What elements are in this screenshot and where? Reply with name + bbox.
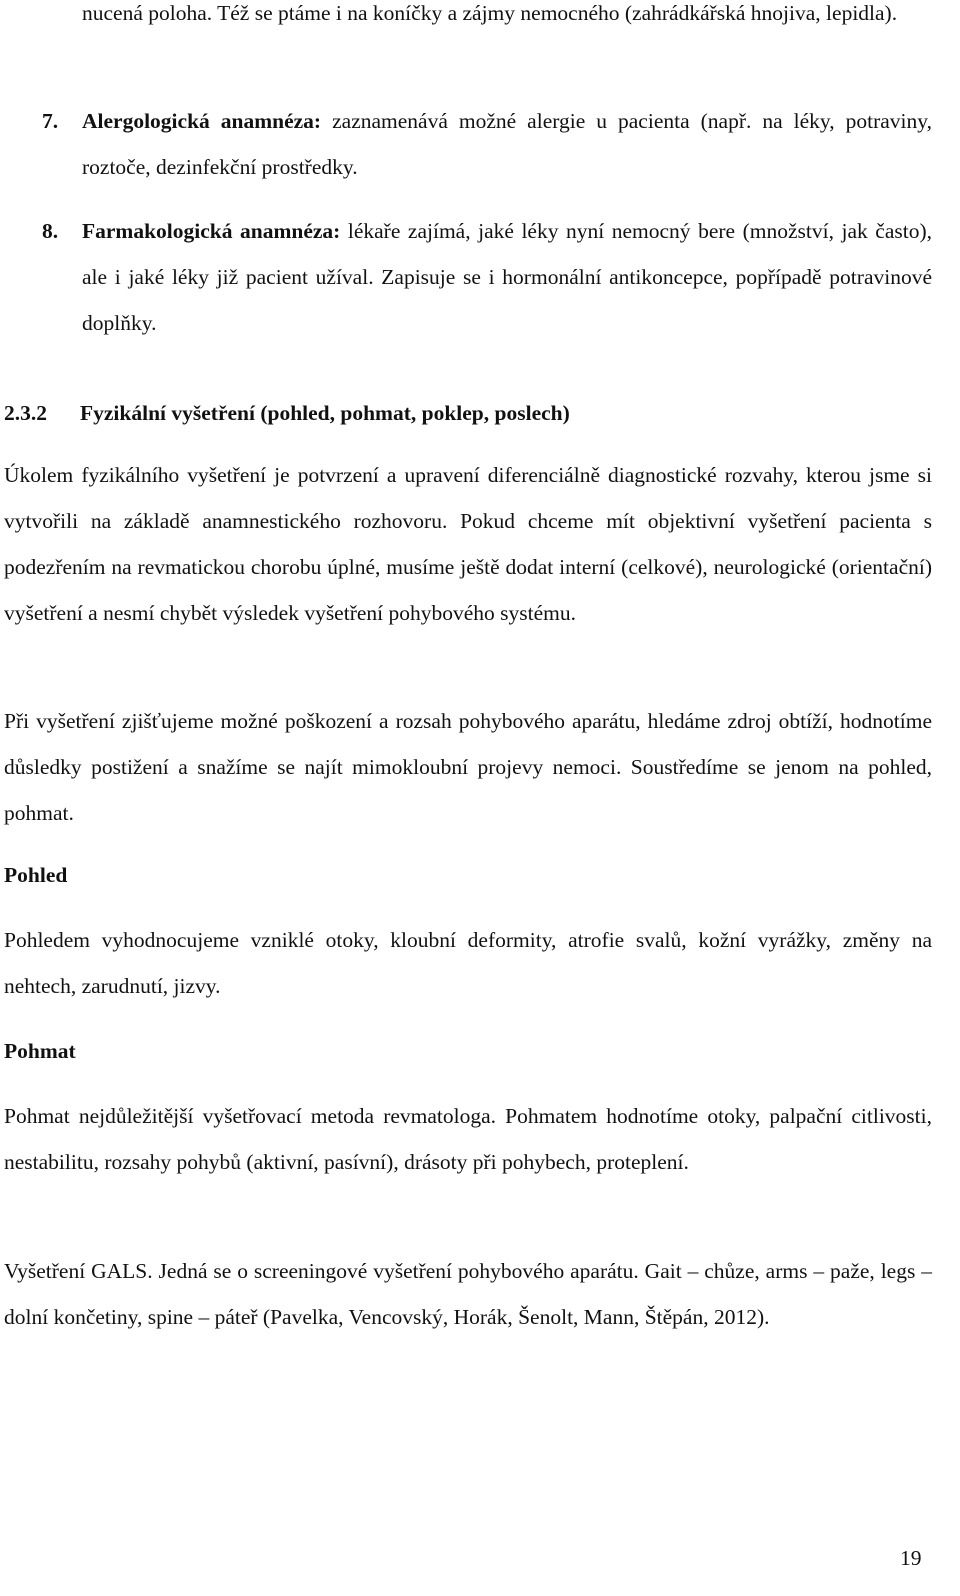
list-item-text xyxy=(82,98,932,190)
paragraph: Při vyšetření zjišťujeme možné poškození a rozsah pohybového aparátu, hledáme zdroj obtíží, hodnotíme důsledky postižení a snažíme se najít mimokloubní projevy nemoci. Soustředíme se jenom na pohled, pohmat. xyxy=(4,709,932,825)
list-item-body: zaznamenává možné alergie u pacienta (např. na léky, potraviny, roztoče, dezinfekční prostředky. xyxy=(82,109,933,179)
paragraph: Vyšetření GALS. Jedná se o screeningové vyšetření pohybového aparátu. Gait – chůze, arms – paže, legs – dolní končetiny, spine – páteř (Pavelka, Vencovský, Horák, Šenolt, Mann, Štěpán, 2012). xyxy=(4,1259,932,1329)
subheading-pohled: Pohled xyxy=(4,863,68,887)
list-number: 8. xyxy=(42,219,59,243)
subheading-pohmat: Pohmat xyxy=(4,1039,76,1063)
section-heading xyxy=(4,390,570,436)
paragraph: Úkolem fyzikálního vyšetření je potvrzení a upravení diferenciálně diagnostické rozvahy, kterou jsme si vytvořili na základě anamnestického rozhovoru. Pokud chceme mít objektivní vyšetření pacienta s podezřením na revmatickou chorobu úplné, musíme ještě dodat interní (celkové), neurologické (orientační) vyšetření a nesmí chybět výsledek vyšetření pohybového systému. xyxy=(4,463,932,625)
top-continuation-text: nucená poloha. Též se ptáme i na koníčky a zájmy nemocného (zahrádkářská hnojiva, lepidla). xyxy=(82,1,898,25)
page-number: 19 xyxy=(900,1546,922,1570)
list-item-text xyxy=(82,208,932,346)
section-number: 2.3.2 xyxy=(4,401,47,425)
list-item-title: Farmakologická anamnéza: xyxy=(82,219,341,243)
paragraph: Pohmat nejdůležitější vyšetřovací metoda revmatologa. Pohmatem hodnotíme otoky, palpační citlivosti, nestabilitu, rozsahy pohybů (aktivní, pasívní), drásoty při pohybech, proteplení. xyxy=(4,1104,932,1174)
paragraph: Pohledem vyhodnocujeme vzniklé otoky, kloubní deformity, atrofie svalů, kožní vyrážky, změny na nehtech, zarudnutí, jizvy. xyxy=(4,928,932,998)
section-title: Fyzikální vyšetření (pohled, pohmat, poklep, poslech) xyxy=(80,401,570,425)
list-number: 7. xyxy=(42,109,59,133)
list-item-title: Alergologická anamnéza: xyxy=(82,109,322,133)
list-item-body: lékaře zajímá, jaké léky nyní nemocný bere (množství, jak často), ale i jaké léky již pacient užíval. Zapisuje se i hormonální antikoncepce, popřípadě potravinové doplňky. xyxy=(82,219,932,335)
